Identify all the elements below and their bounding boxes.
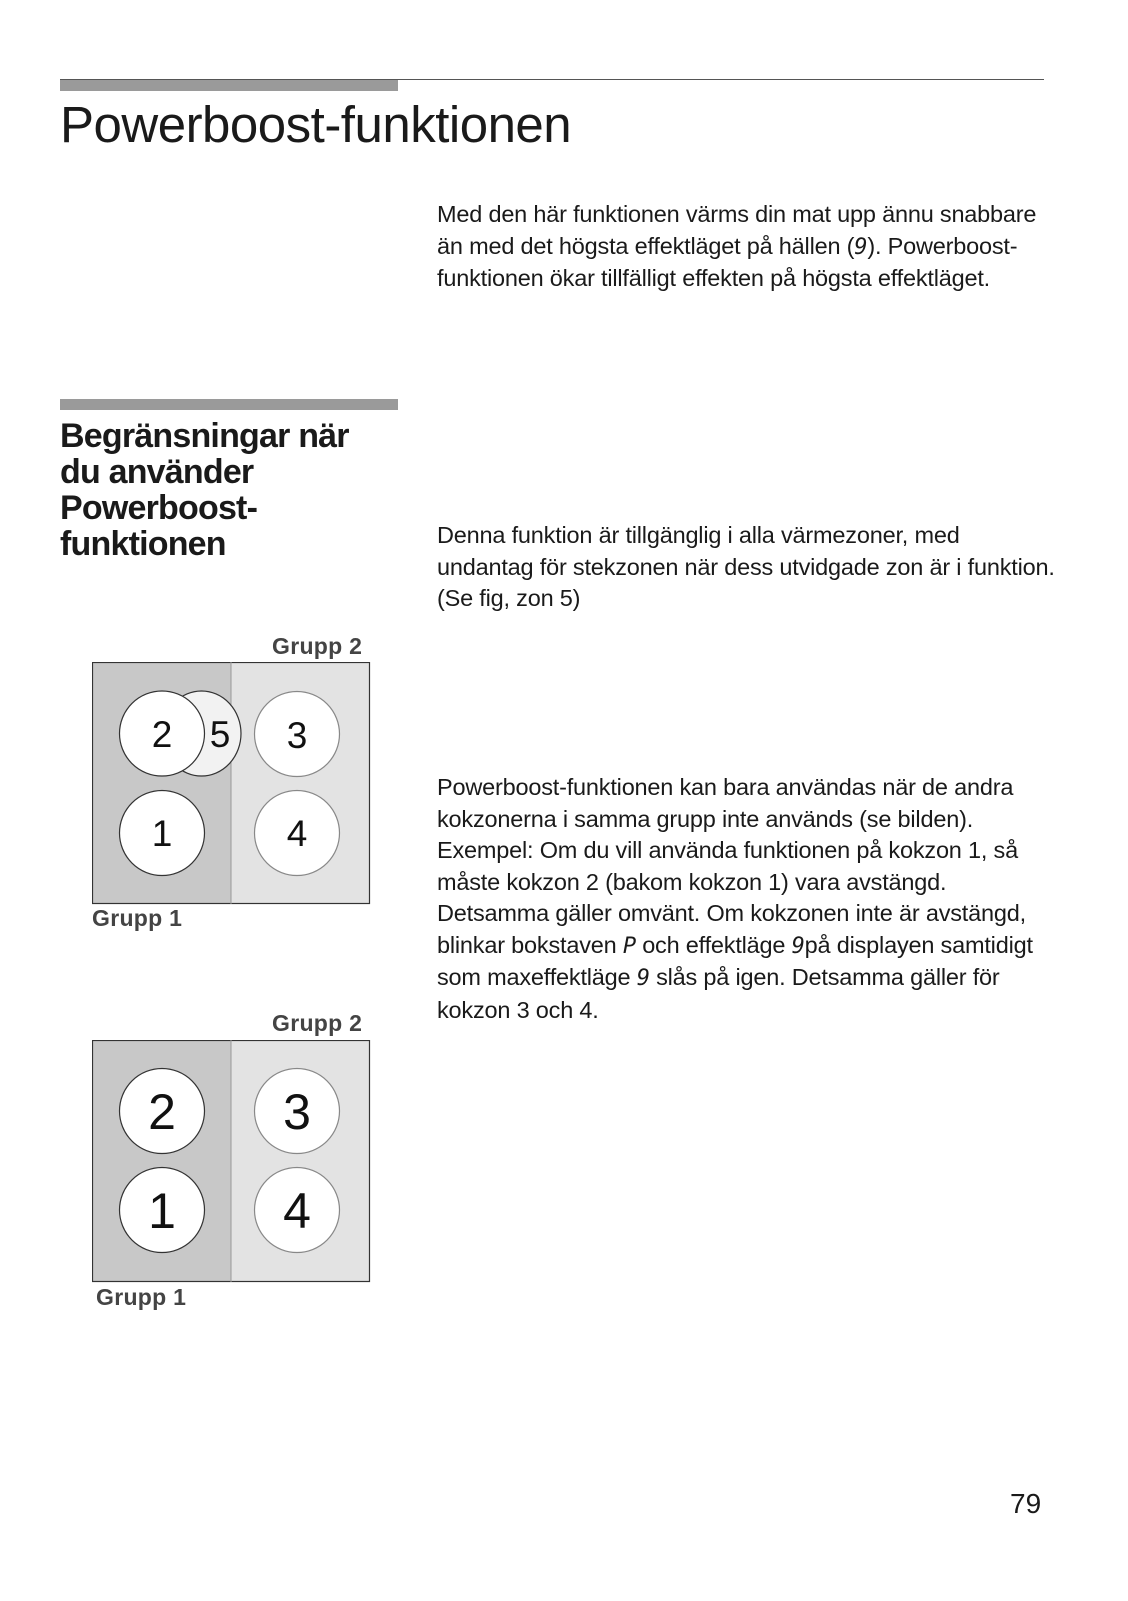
zone-2-label: 2	[151, 714, 173, 755]
figure1-group2-label: Grupp 2	[272, 633, 363, 659]
figure1-group1-label: Grupp 1	[92, 905, 183, 931]
figure2-group2-label: Grupp 2	[272, 1010, 363, 1036]
hob-diagram-extended-zone	[92, 662, 372, 906]
group-text: Powerboost-funktionen kan bara användas när de andra kokzonerna i samma grupp inte används (se bilden).	[437, 774, 1014, 832]
zone-2-label: 2	[148, 1084, 176, 1140]
section-title: Begränsningar när du använder Powerboost-funktionen	[60, 417, 349, 563]
group-paragraph	[437, 772, 1057, 1026]
hob-diagram-standard	[92, 1040, 372, 1284]
intro-text: Med den här funktionen värms din mat upp ännu snabbare än med det högsta effektläget på hällen (	[437, 201, 1037, 259]
intro-paragraph	[437, 199, 1057, 295]
zone-4-label: 4	[286, 813, 308, 854]
zones-text: Denna funktion är tillgänglig i alla värmezoner, med undantag för stekzonen när dess utvidgade zon är i funktion. (Se fig, zon 5)	[437, 522, 1055, 611]
power-level-symbol: 9	[791, 933, 805, 959]
page-title: Powerboost-funktionen	[60, 96, 572, 153]
page-number: 79	[1010, 1488, 1042, 1519]
zone-5-label: 5	[209, 714, 231, 755]
letter-p-symbol: P	[622, 933, 636, 959]
zone-1-label: 1	[148, 1183, 176, 1239]
section-rule-bar	[60, 399, 398, 410]
zone-3-label: 3	[283, 1084, 311, 1140]
title-rule-bar	[60, 80, 398, 91]
power-level-symbol: 9	[854, 234, 868, 260]
max-power-symbol: 9	[636, 966, 650, 991]
zone-3-label: 3	[286, 715, 308, 756]
example-text: Exempel: Om du vill använda funktionen på kokzon 1, så måste kokzon 2 (bakom kokzon 1) vara avstängd. Detsamma gäller omvänt. Om kokzonen inte är avstängd, blinkar bokstaven P och effektläge 9på displayen samtidigt som maxeffektläge 9 slås på igen. Detsamma gäller för kokzon 3 och 4.	[437, 837, 1033, 1023]
title-rule-line	[60, 79, 1044, 80]
zone-1-label: 1	[151, 813, 173, 854]
figure2-group1-label: Grupp 1	[96, 1284, 187, 1310]
zone-4-label: 4	[283, 1183, 311, 1239]
intro-text-end: ). Powerboost-funktionen ökar tillfälligt effekten på högsta effektläget.	[437, 232, 1018, 291]
zones-paragraph	[437, 520, 1057, 615]
